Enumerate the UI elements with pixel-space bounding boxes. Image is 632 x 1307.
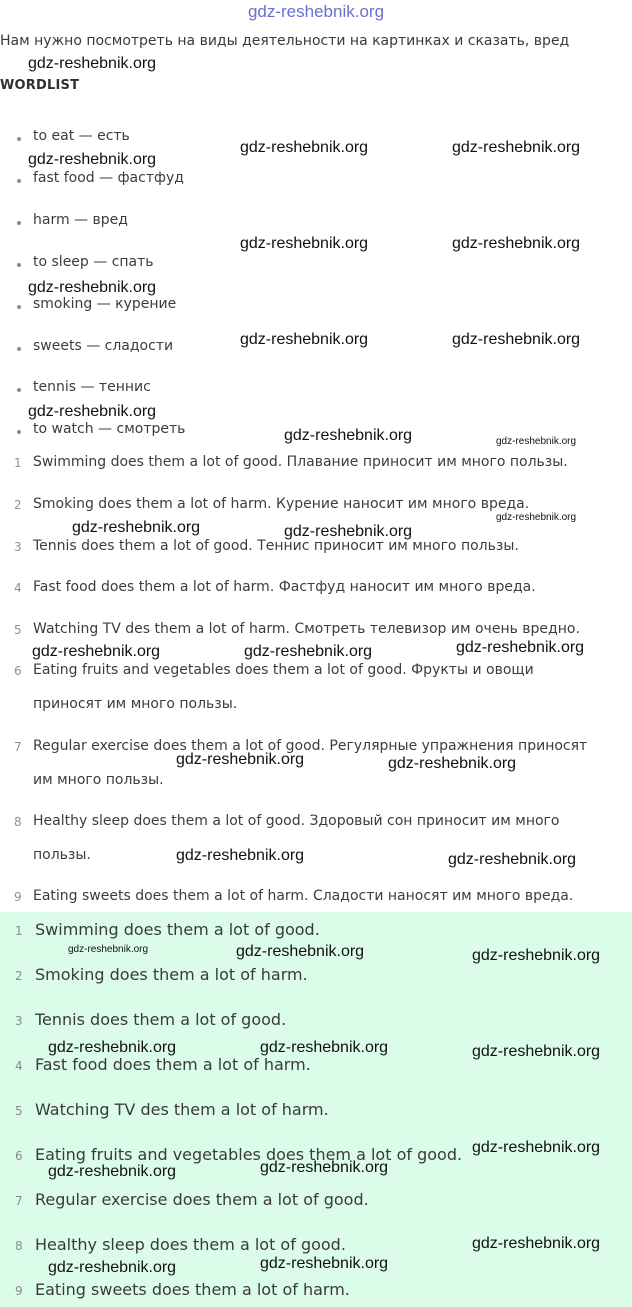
translation-line: Fast food does them a lot of harm. Фастфуд наносит им много вреда. <box>33 579 536 595</box>
watermark: gdz-reshebnik.org <box>260 1255 389 1272</box>
answer-line: Tennis does them a lot of good. <box>35 1010 287 1029</box>
watermark: gdz-reshebnik.org <box>448 851 577 868</box>
item-number: 3 <box>14 540 22 554</box>
answer-line: Eating sweets does them a lot of harm. <box>35 1280 350 1299</box>
site-header-link[interactable]: gdz-reshebnik.org <box>247 2 385 21</box>
item-number: 8 <box>15 1239 23 1253</box>
translation-line: Swimming does them a lot of good. Плавание приносит им много пользы. <box>33 454 568 470</box>
answer-line: Regular exercise does them a lot of good. <box>35 1190 369 1209</box>
item-number: 4 <box>14 581 22 595</box>
translation-line: пользы. <box>33 847 91 863</box>
watermark: gdz-reshebnik.org <box>496 512 577 523</box>
item-number: 9 <box>14 890 22 904</box>
item-number: 8 <box>14 815 22 829</box>
translation-line: Healthy sleep does them a lot of good. Здоровый сон приносит им много <box>33 813 560 829</box>
wordlist-heading: WORDLIST <box>0 78 80 93</box>
watermark: gdz-reshebnik.org <box>236 943 365 960</box>
bullet-icon <box>17 221 21 225</box>
item-number: 2 <box>15 969 23 983</box>
list-item: to eat — есть <box>33 128 130 144</box>
bullet-icon <box>17 137 21 141</box>
watermark: gdz-reshebnik.org <box>28 279 157 296</box>
bullet-icon <box>17 179 21 183</box>
item-number: 4 <box>15 1059 23 1073</box>
watermark: gdz-reshebnik.org <box>240 331 369 348</box>
item-number: 5 <box>15 1104 23 1118</box>
list-item: sweets — сладости <box>33 338 174 354</box>
item-number: 1 <box>14 456 22 470</box>
list-item: harm — вред <box>33 212 128 228</box>
bullet-icon <box>17 263 21 267</box>
watermark: gdz-reshebnik.org <box>28 151 157 168</box>
item-number: 9 <box>15 1284 23 1298</box>
answer-line: Eating fruits and vegetables does them a lot of good. <box>35 1145 463 1164</box>
watermark: gdz-reshebnik.org <box>472 1139 601 1156</box>
list-item: to sleep — спать <box>33 254 154 270</box>
watermark: gdz-reshebnik.org <box>472 1235 601 1252</box>
watermark: gdz-reshebnik.org <box>496 436 577 447</box>
bullet-icon <box>17 388 21 392</box>
watermark: gdz-reshebnik.org <box>32 643 161 660</box>
translation-line: Eating fruits and vegetables does them a lot of good. Фрукты и овощи <box>33 662 534 678</box>
watermark: gdz-reshebnik.org <box>284 523 413 540</box>
answer-line: Fast food does them a lot of harm. <box>35 1055 311 1074</box>
watermark: gdz-reshebnik.org <box>472 1043 601 1060</box>
watermark: gdz-reshebnik.org <box>388 755 517 772</box>
item-number: 1 <box>15 924 23 938</box>
watermark: gdz-reshebnik.org <box>240 139 369 156</box>
answer-line: Healthy sleep does them a lot of good. <box>35 1235 346 1254</box>
list-item: to watch — смотреть <box>33 421 186 437</box>
watermark: gdz-reshebnik.org <box>48 1259 177 1276</box>
answer-line: Smoking does them a lot of harm. <box>35 965 308 984</box>
watermark: gdz-reshebnik.org <box>68 944 149 955</box>
item-number: 6 <box>14 664 22 678</box>
translation-line: Smoking does them a lot of harm. Курение наносит им много вреда. <box>33 496 530 512</box>
translation-line: Tennis does them a lot of good. Теннис приносит им много пользы. <box>33 538 519 554</box>
translation-line: приносят им много пользы. <box>33 696 238 712</box>
item-number: 3 <box>15 1014 23 1028</box>
watermark: gdz-reshebnik.org <box>452 331 581 348</box>
list-item: smoking — курение <box>33 296 177 312</box>
watermark: gdz-reshebnik.org <box>472 947 601 964</box>
watermark: gdz-reshebnik.org <box>28 55 157 72</box>
watermark: gdz-reshebnik.org <box>452 235 581 252</box>
item-number: 2 <box>14 498 22 512</box>
translation-line: Eating sweets does them a lot of harm. Сладости наносят им много вреда. <box>33 888 574 904</box>
answer-line: Watching TV des them a lot of harm. <box>35 1100 329 1119</box>
bullet-icon <box>17 305 21 309</box>
watermark: gdz-reshebnik.org <box>176 751 305 768</box>
item-number: 7 <box>14 740 22 754</box>
watermark: gdz-reshebnik.org <box>452 139 581 156</box>
watermark: gdz-reshebnik.org <box>48 1163 177 1180</box>
watermark: gdz-reshebnik.org <box>244 643 373 660</box>
watermark: gdz-reshebnik.org <box>260 1159 389 1176</box>
answer-line: Swimming does them a lot of good. <box>35 920 320 939</box>
translation-line: Regular exercise does them a lot of good. Регулярные упражнения приносят <box>33 738 588 754</box>
translation-line: Watching TV des them a lot of harm. Смотреть телевизор им очень вредно. <box>33 621 580 637</box>
list-item: fast food — фастфуд <box>33 170 184 186</box>
intro-text: Нам нужно посмотреть на виды деятельности на картинках и сказать, вред <box>0 33 570 49</box>
item-number: 5 <box>14 623 22 637</box>
item-number: 7 <box>15 1194 23 1208</box>
watermark: gdz-reshebnik.org <box>260 1039 389 1056</box>
list-item: tennis — теннис <box>33 379 151 395</box>
bullet-icon <box>17 430 21 434</box>
watermark: gdz-reshebnik.org <box>28 403 157 420</box>
bullet-icon <box>17 347 21 351</box>
watermark: gdz-reshebnik.org <box>240 235 369 252</box>
watermark: gdz-reshebnik.org <box>48 1039 177 1056</box>
translation-line: им много пользы. <box>33 772 164 788</box>
watermark: gdz-reshebnik.org <box>456 639 585 656</box>
watermark: gdz-reshebnik.org <box>284 427 413 444</box>
watermark: gdz-reshebnik.org <box>176 847 305 864</box>
item-number: 6 <box>15 1149 23 1163</box>
watermark: gdz-reshebnik.org <box>72 519 201 536</box>
